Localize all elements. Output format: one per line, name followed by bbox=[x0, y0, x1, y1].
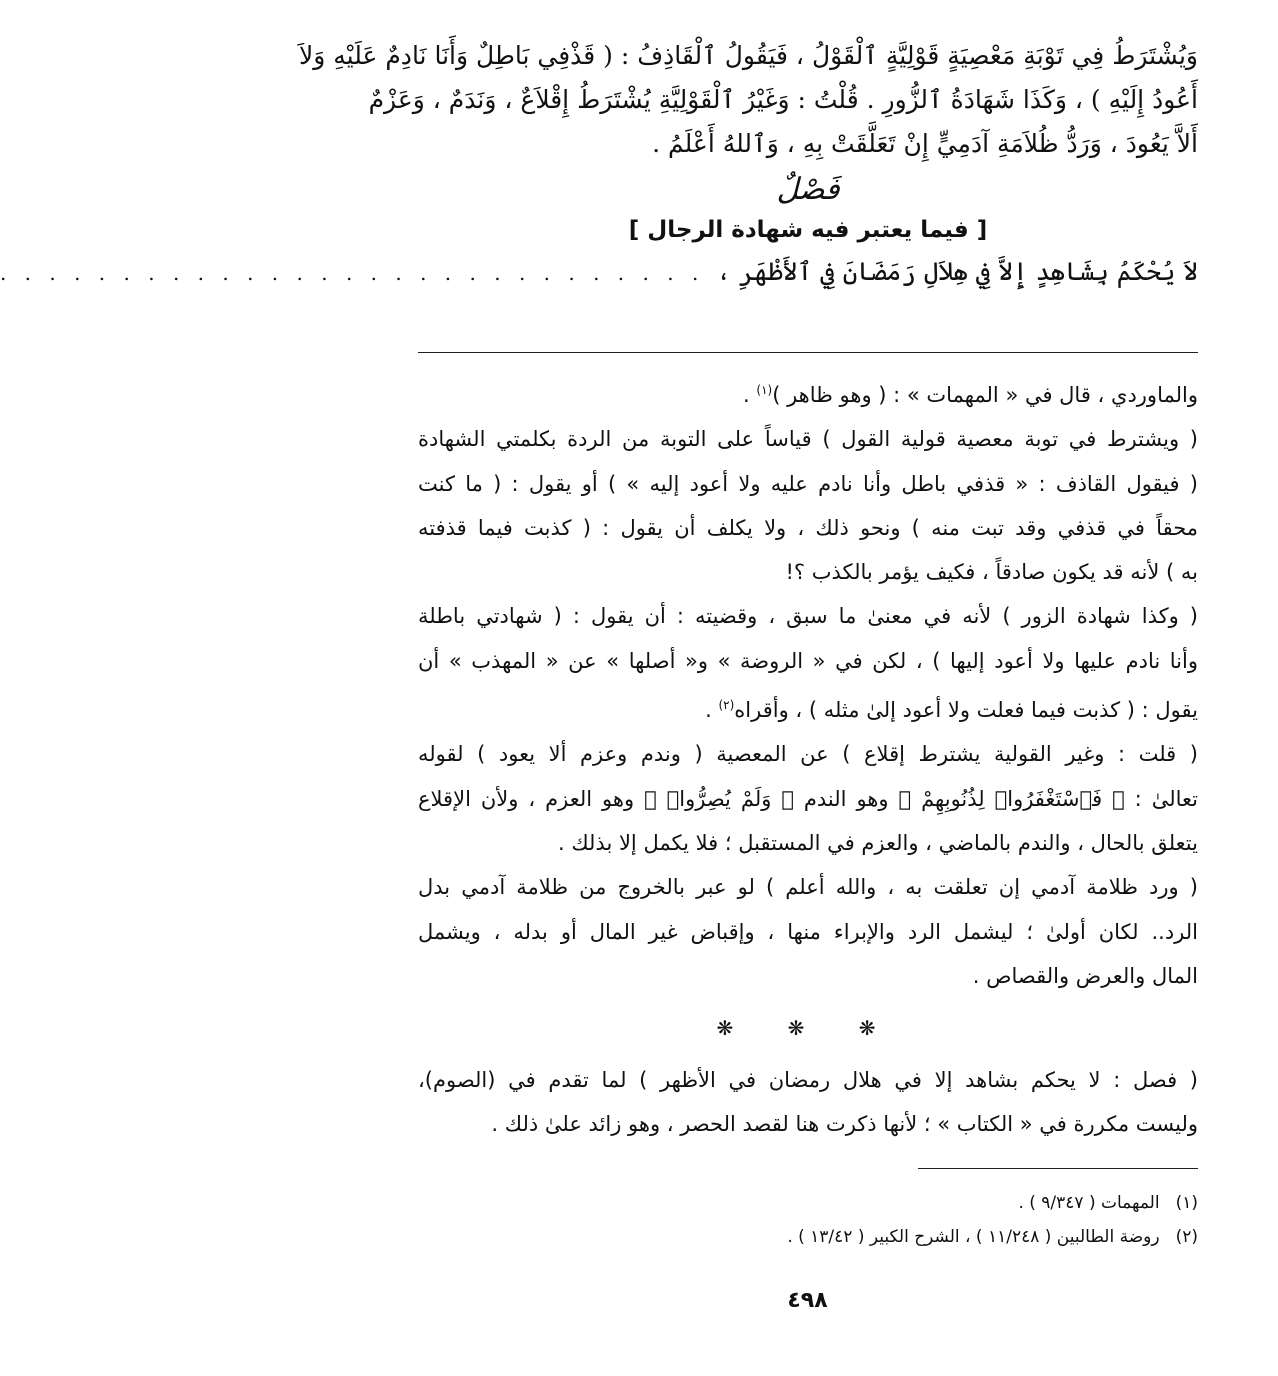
star-separator: ❋ ❋ ❋ bbox=[716, 1016, 900, 1041]
paragraph-line: تعالىٰ : ﴿ فَٱسْتَغْفَرُوا۟ لِذُنُوبِهِمْ ﴾ وهو الندم ﴿ وَلَمْ يُصِرُّوا۟ ﴾ وهو العزم ، ولأن الإقلاع bbox=[418, 786, 1198, 811]
footnote bbox=[418, 1186, 1198, 1220]
paragraph-line: ( فيقول القاذف : « قذفي باطل وأنا نادم عليه ولا أعود إليه » ) أو يقول : ( ما كنت bbox=[418, 471, 1198, 496]
paragraph-line: الرد.. لكان أولىٰ ؛ ليشمل الرد والإبراء منها ، وإقباض غير المال أو بدله ، ويشمل bbox=[418, 919, 1198, 944]
paragraph-line: المال والعرض والقصاص . bbox=[972, 963, 1198, 988]
matn-line: وَيُشْتَرَطُ فِي تَوْبَةِ مَعْصِيَةٍ قَوْلِيَّةٍ ٱلْقَوْلُ ، فَيَقُولُ ٱلْقَاذِفُ : ( قَذْفِي بَاطِلٌ وَأَنَا نَادِمٌ عَلَيْهِ وَلاَ bbox=[298, 41, 1198, 70]
matn-divider bbox=[418, 352, 1198, 353]
line-tail: . bbox=[743, 383, 757, 407]
paragraph-line bbox=[418, 683, 1198, 732]
sharh-block bbox=[418, 368, 1198, 1147]
paragraph-line: به ) لأنه قد يكون صادقاً ، فكيف يؤمر بالكذب ؟! bbox=[785, 560, 1198, 585]
line-tail: . bbox=[705, 698, 719, 723]
footnote-number: (١) bbox=[1175, 1193, 1198, 1213]
ruling-dots: . . . . . . . . . . . . . . . . . . . . . . . . . . . . . bbox=[0, 261, 705, 285]
matn-line: أَعُودُ إِلَيْهِ ) ، وَكَذَا شَهَادَةُ ٱلزُّورِ . قُلْتُ : وَغَيْرُ ٱلْقَوْلِيَّةِ يُشْتَرَطُ إِقْلاَعٌ ، وَنَدَمٌ ، وَعَزْمٌ bbox=[368, 85, 1198, 114]
ruling-text: لاَ يُحْكَمُ بِشَاهِدٍ إِلاَّ فِي هِلاَلِ رَمَضَانَ فِي ٱلأَظْهَرِ ، bbox=[716, 257, 1198, 286]
fasl-title: فَصْلٌ bbox=[776, 172, 840, 207]
footnote-text: روضة الطالبين ( ١١/٢٤٨ ) ، الشرح الكبير ( ١٣/٤٢ ) . bbox=[787, 1227, 1160, 1247]
footnote bbox=[418, 1220, 1198, 1254]
paragraph-line: ( قلت : وغير القولية يشترط إقلاع ) عن المعصية ( وندم وعزم ألا يعود ) لقوله bbox=[418, 742, 1198, 767]
footnote-number: (٢) bbox=[1175, 1227, 1198, 1247]
page-number: ٤٩٨ bbox=[787, 1288, 828, 1313]
paragraph bbox=[418, 417, 1198, 594]
paragraph-line: ( وكذا شهادة الزور ) لأنه في معنىٰ ما سبق ، وقضيته : أن يقول : ( شهادتي باطلة bbox=[418, 604, 1198, 629]
paragraph-line: ( فصل : لا يحكم بشاهد إلا في هلال رمضان في الأظهر ) لما تقدم في (الصوم)، bbox=[418, 1068, 1198, 1093]
paragraph bbox=[418, 865, 1198, 998]
paragraph-line: يتعلق بالحال ، والندم بالماضي ، والعزم في المستقبل ؛ فلا يكمل إلا بذلك . bbox=[557, 830, 1198, 855]
paragraph bbox=[418, 594, 1198, 732]
footnote-ref[interactable]: (٢) bbox=[718, 698, 735, 713]
paragraph-line: وليست مكررة في « الكتاب » ؛ لأنها ذكرت هنا لقصد الحصر ، وهو زائد علىٰ ذلك . bbox=[491, 1112, 1198, 1137]
paragraph-line: ( ويشترط في توبة معصية قولية القول ) قياساً على التوبة من الردة بكلمتي الشهادة bbox=[418, 427, 1198, 452]
footnote-text: المهمات ( ٩/٣٤٧ ) . bbox=[1018, 1193, 1160, 1213]
line-text: يقول : ( كذبت فيما فعلت ولا أعود إلىٰ مثله ) ، وأقراه bbox=[734, 698, 1198, 723]
ruling-line bbox=[0, 250, 1198, 295]
paragraph-line: محقاً في قذفي وقد تبت منه ) ونحو ذلك ، ولا يكلف أن يقول : ( كذبت فيما قذفته bbox=[418, 515, 1198, 540]
paragraph bbox=[418, 732, 1198, 865]
matn-block bbox=[0, 34, 1198, 295]
footnotes bbox=[418, 1186, 1198, 1254]
paragraph-line: وأنا نادم عليها ولا أعود إليها ) ، لكن في « الروضة » و« أصلها » عن « المهذب » أن bbox=[418, 648, 1198, 673]
paragraph bbox=[418, 368, 1198, 417]
paragraph-line bbox=[418, 368, 1198, 417]
footnote-ref[interactable]: (١) bbox=[756, 383, 773, 397]
paragraph-line: ( ورد ظلامة آدمي إن تعلقت به ، والله أعلم ) لو عبر بالخروج من ظلامة آدمي بدل bbox=[418, 875, 1198, 900]
section-heading: [ فيما يعتبر فيه شهادة الرجال ] bbox=[628, 217, 988, 243]
matn-line: أَلاَّ يَعُودَ ، وَرَدُّ ظُلاَمَةِ آدَمِيٍّ إِنْ تَعَلَّقَتْ بِهِ ، وَٱللهُ أَعْلَمُ . bbox=[652, 129, 1198, 158]
footnote-divider bbox=[918, 1168, 1198, 1169]
paragraph bbox=[418, 1058, 1198, 1147]
line-text: والماوردي ، قال في « المهمات » : ( وهو ظاهر ) bbox=[772, 383, 1198, 407]
